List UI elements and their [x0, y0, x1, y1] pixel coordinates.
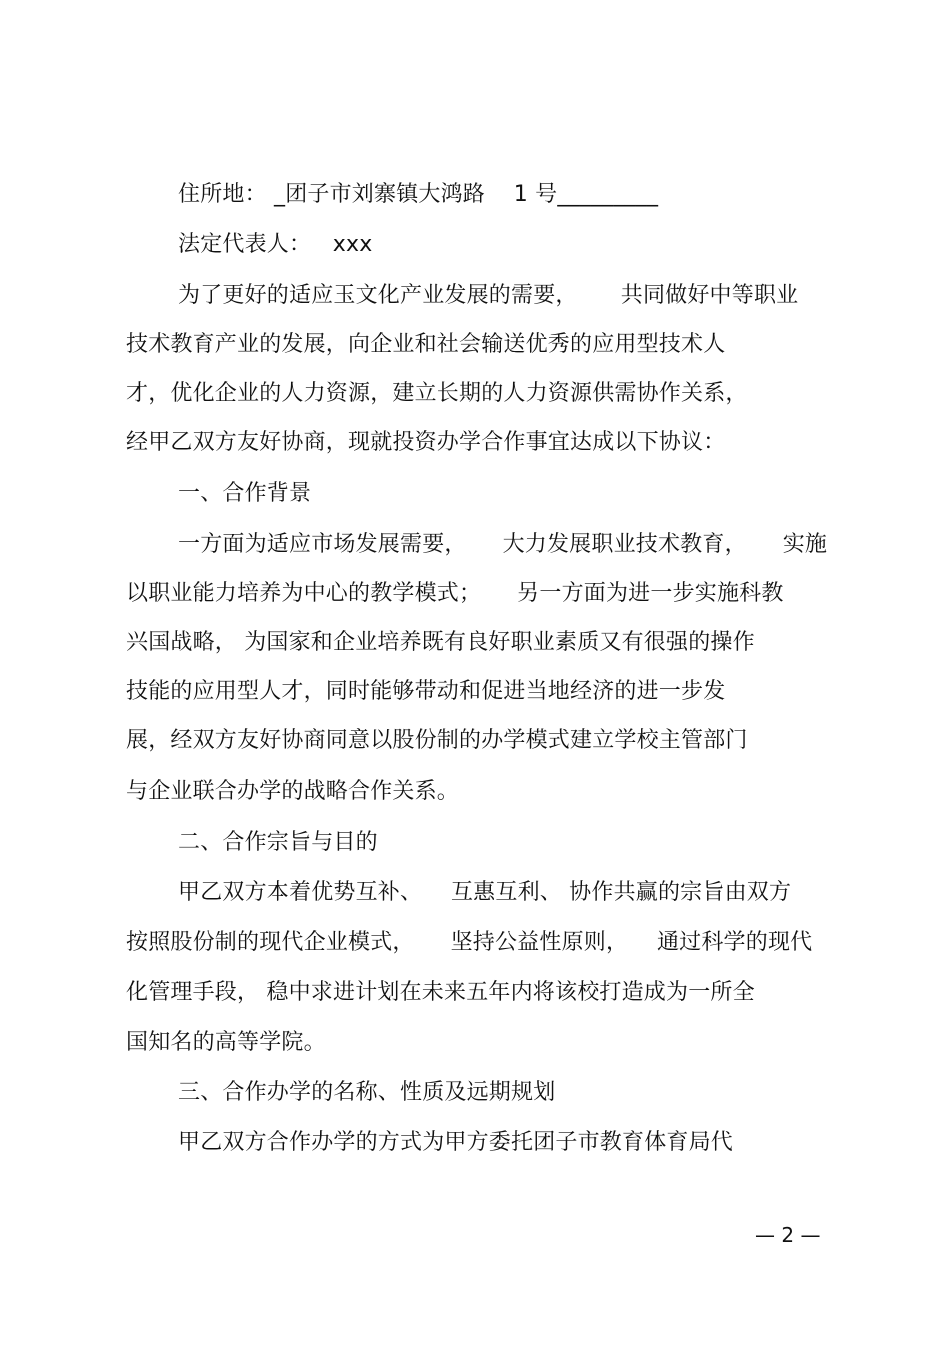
section-heading-purpose: 二、合作宗旨与目的 — [178, 830, 378, 855]
legal-representative-line: 法定代表人： xxx — [178, 232, 373, 257]
section-heading-name-nature-plan: 三、合作办学的名称、性质及远期规划 — [178, 1080, 556, 1105]
paragraph-line: 以职业能力培养为中心的教学模式； 另一方面为进一步实施科教 — [126, 581, 784, 606]
paragraph-line: 甲乙双方本着优势互补、 互惠互利、 协作共赢的宗旨由双方 — [178, 880, 792, 905]
paragraph-line: 经甲乙双方友好协商，现就投资办学合作事宜达成以下协议： — [126, 430, 726, 455]
paragraph-line: 兴国战略， 为国家和企业培养既有良好职业素质又有很强的操作 — [126, 630, 755, 655]
paragraph-line: 甲乙双方合作办学的方式为甲方委托团子市教育体育局代 — [178, 1130, 734, 1155]
paragraph-line: 展，经双方友好协商同意以股份制的办学模式建立学校主管部门 — [126, 728, 748, 753]
paragraph-line: 才，优化企业的人力资源，建立长期的人力资源供需协作关系， — [126, 381, 748, 406]
paragraph-line: 化管理手段， 稳中求进计划在未来五年内将该校打造成为一所全 — [126, 980, 755, 1005]
paragraph-line: 技术教育产业的发展，向企业和社会输送优秀的应用型技术人 — [126, 332, 726, 357]
paragraph-line: 为了更好的适应玉文化产业发展的需要， 共同做好中等职业 — [178, 283, 799, 308]
paragraph-line: 按照股份制的现代企业模式， 坚持公益性原则， 通过科学的现代 — [126, 930, 813, 955]
page-number: — 2 — — [755, 1223, 821, 1247]
paragraph-line: 国知名的高等学院。 — [126, 1030, 326, 1055]
address-line: 住所地： _团子市刘寨镇大鸿路 1 号_________ — [178, 182, 659, 207]
paragraph-line: 一方面为适应市场发展需要， 大力发展职业技术教育， 实施 — [178, 532, 828, 557]
paragraph-line: 技能的应用型人才，同时能够带动和促进当地经济的进一步发 — [126, 679, 726, 704]
section-heading-background: 一、合作背景 — [178, 481, 312, 506]
paragraph-line: 与企业联合办学的战略合作关系。 — [126, 779, 460, 804]
